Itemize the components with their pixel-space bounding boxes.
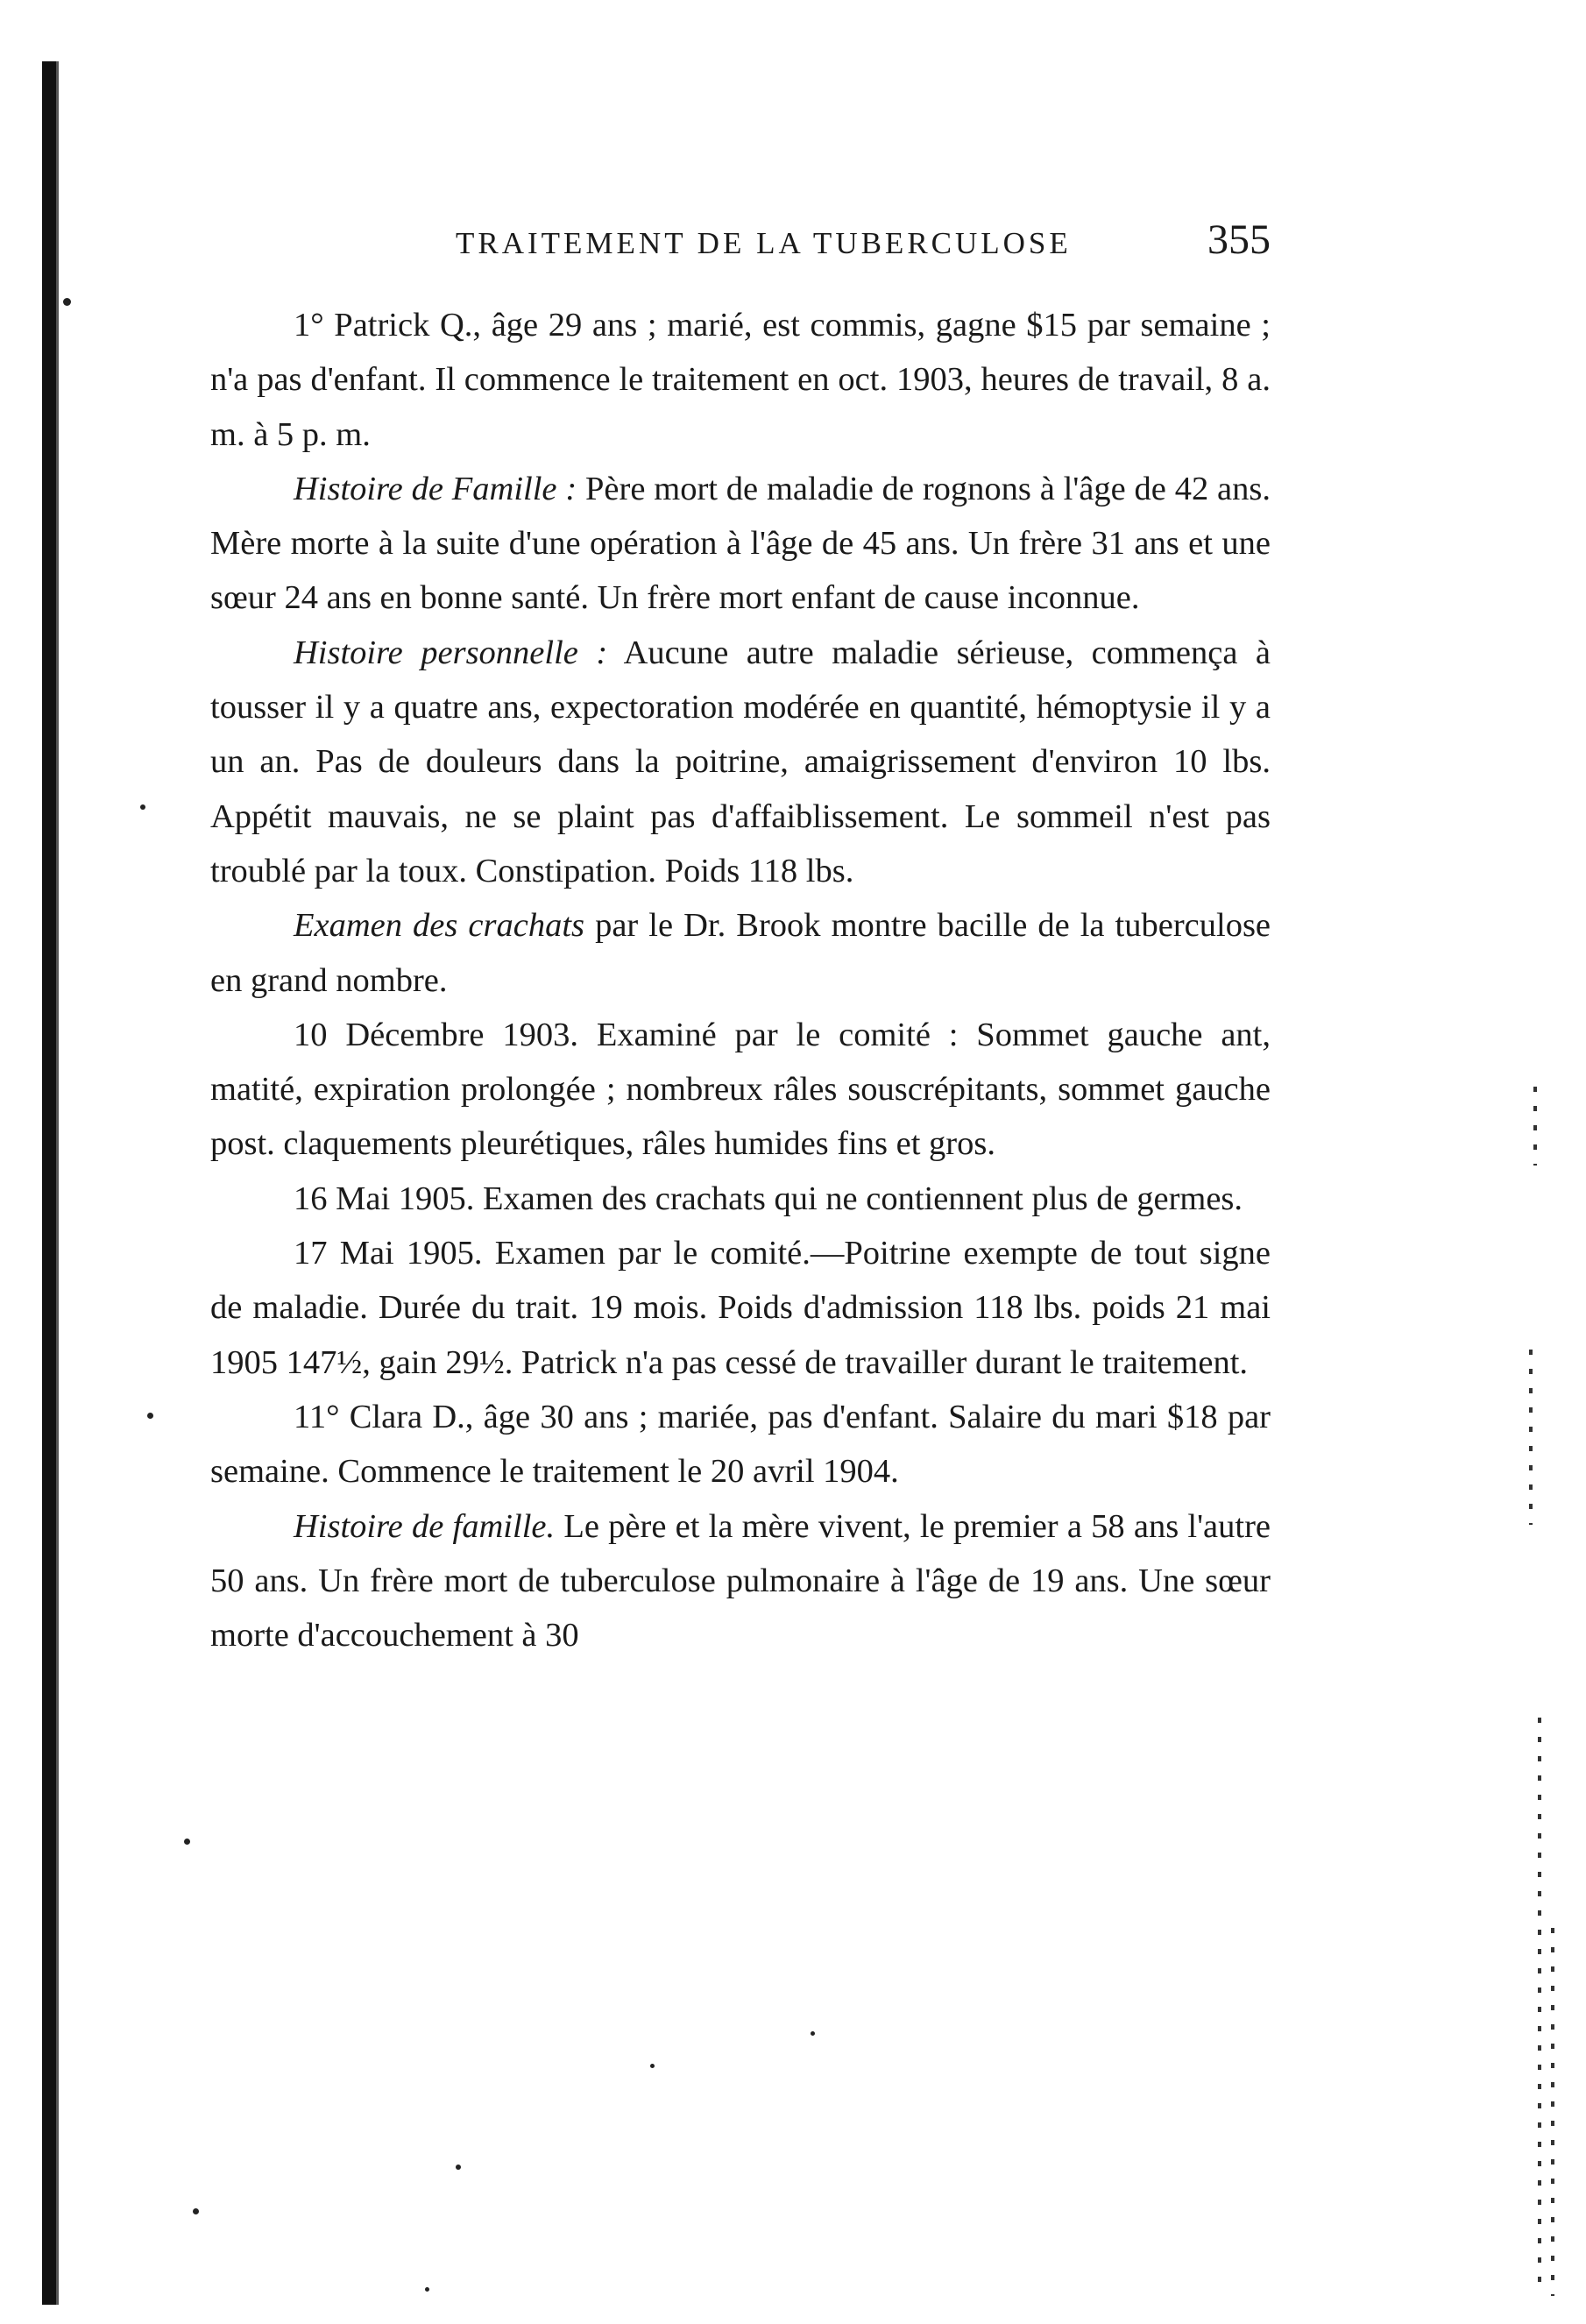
paragraph-lead: Histoire personnelle :	[294, 634, 608, 671]
paragraph-lead: Examen des crachats	[294, 907, 585, 945]
running-head: TRAITEMENT DE LA TUBERCULOSE	[456, 226, 1072, 260]
scan-speck	[650, 2064, 655, 2068]
scan-edge-noise	[1538, 1718, 1541, 2287]
scan-edge-noise	[1551, 1928, 1554, 2296]
scan-speck	[193, 2208, 199, 2214]
page-number: 355	[1207, 216, 1271, 263]
paragraph-sputum-exam-1905: 16 Mai 1905. Examen des crachats qui ne contiennent plus de germes.	[294, 1180, 1243, 1217]
scan-speck	[811, 2031, 815, 2036]
paragraph-family-history: Histoire de Famille : Père mort de maladie de rognons à l'âge de 42 ans. Mère morte à la suite d'une opération à l'âge de 45 ans. Un frère 31 ans et une sœur 24 ans en bonne santé. Un frère mort enfant de cause inconnue.	[210, 470, 1271, 617]
paragraph-patrick-intro: 1° Patrick Q., âge 29 ans ; marié, est commis, gagne $15 par semaine ; n'a pas d'enfant. Il commence le traitement en oct. 1903, heures de travail, 8 a. m. à 5 p. m.	[210, 307, 1271, 453]
scan-speck	[184, 1839, 190, 1845]
paragraph-clara-family-history: Histoire de famille. Le père et la mère vivent, le premier a 58 ans l'autre 50 ans. Un frère mort de tuberculose pulmonaire à l'âge de 19 ans. Une sœur morte d'accouchement à 30	[210, 1507, 1271, 1654]
scan-speck	[147, 1413, 153, 1419]
paragraph-committee-exam-1903: 10 Décembre 1903. Examiné par le comité : Sommet gauche ant, matité, expiration prolongée ; nombreux râles souscrépitants, sommet gauche post. claquements pleurétiques, râles humides fins et gros.	[210, 1016, 1271, 1163]
paragraph-committee-exam-1905: 17 Mai 1905. Examen par le comité.—Poitrine exempte de tout signe de maladie. Durée du trait. 19 mois. Poids d'admission 118 lbs. poids 21 mai 1905 147½, gain 29½. Patrick n'a pas cessé de travailler durant le traitement.	[210, 1235, 1271, 1381]
scan-speck	[456, 2165, 461, 2170]
page-binding-edge	[42, 61, 56, 2305]
scan-edge-noise	[1533, 1087, 1537, 1166]
paragraph-lead: Histoire de famille.	[294, 1507, 556, 1545]
page-body	[210, 298, 1271, 1662]
paragraph-personal-history: Histoire personnelle : Aucune autre maladie sérieuse, commença à tousser il y a quatre ans, expectoration modérée en quantité, hémoptysie il y a un an. Pas de douleurs dans la poitrine, amaigrissement d'environ 10 lbs. Appétit mauvais, ne se plaint pas d'affaiblissement. Le sommeil n'est pas troublé par la toux. Constipation. Poids 118 lbs.	[210, 634, 1271, 889]
scan-speck	[425, 2287, 429, 2292]
scan-edge-noise	[1529, 1350, 1533, 1525]
page-binding-inner-edge	[56, 61, 59, 2305]
page-header	[210, 216, 1271, 270]
paragraph-clara-intro: 11° Clara D., âge 30 ans ; mariée, pas d'enfant. Salaire du mari $18 par semaine. Commence le traitement le 20 avril 1904.	[210, 1398, 1271, 1491]
scan-speck	[63, 298, 71, 306]
paragraph-lead: Histoire de Famille :	[294, 470, 577, 507]
scan-speck	[140, 804, 145, 810]
paragraph-sputum-exam: Examen des crachats par le Dr. Brook montre bacille de la tuberculose en grand nombre.	[210, 907, 1271, 999]
